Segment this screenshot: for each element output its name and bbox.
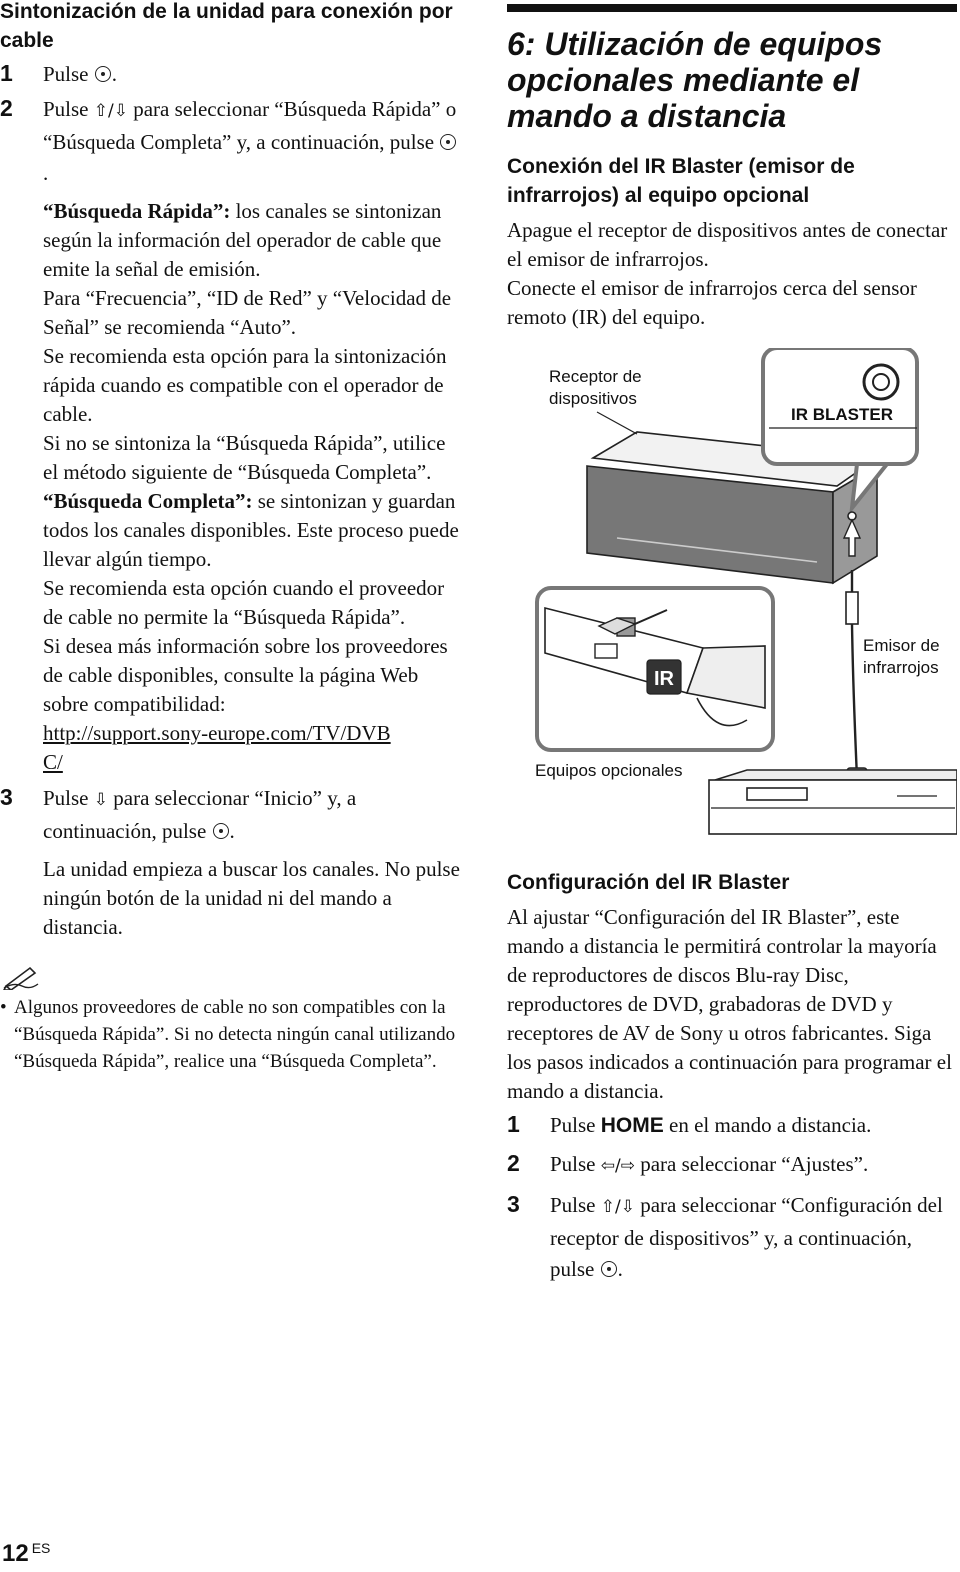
step-number: 3 — [507, 1191, 520, 1217]
label-optional-equipment: Equipos opcionales — [535, 761, 683, 780]
home-key: HOME — [600, 1114, 664, 1137]
full-search-info: Si desea más información sobre los proveedores de cable disponibles, consulte la página Web sobre compatibilidad: — [43, 634, 448, 716]
step-text: Pulse ⇦/⇨ para seleccionar “Ajustes”. — [550, 1149, 957, 1182]
enter-button-icon — [440, 134, 456, 150]
support-link[interactable]: http://support.sony-europe.com/TV/DVBC/ — [43, 721, 391, 774]
paragraph-place-emitter: Conecte el emisor de infrarrojos cerca del sensor remoto (IR) del equipo. — [507, 276, 917, 329]
right-step-2 — [507, 1149, 957, 1182]
step-number: 3 — [0, 784, 13, 810]
label-ir-emitter: Emisor de infrarrojos — [863, 636, 940, 677]
step-number: 2 — [0, 95, 13, 121]
subheading-ir-connection: Conexión del IR Blaster (emisor de infrarrojos) al equipo opcional — [507, 155, 855, 207]
step-text: Pulse ⇩ para seleccionar “Inicio” y, a continuación, pulse . — [43, 786, 357, 843]
full-search-term: “Búsqueda Completa”: — [43, 489, 253, 513]
note-block — [0, 964, 460, 1075]
page-footer — [2, 1540, 50, 1568]
step-text: Pulse ⇧/⇩ para seleccionar “Búsqueda Rápida” o “Búsqueda Completa” y, a continuación, pulse . — [43, 97, 457, 185]
enter-button-icon — [95, 66, 111, 82]
label-device-receiver: Receptor de dispositivos — [549, 367, 642, 408]
right-step-1 — [507, 1110, 957, 1141]
step-number: 1 — [507, 1111, 520, 1137]
chapter-title: 6: Utilización de equipos opcionales mediante el mando a distancia — [507, 26, 883, 134]
ir-sensor-logo: IR — [654, 668, 674, 690]
step-text: Pulse . — [43, 62, 118, 86]
right-column — [507, 0, 957, 1285]
optional-equipment-closeup — [537, 588, 773, 750]
up-down-arrow-icon: ⇧/⇩ — [93, 101, 128, 121]
enter-button-icon — [601, 1261, 617, 1277]
chapter-rule — [507, 4, 957, 12]
step-3 — [0, 783, 460, 942]
note-pencil-icon — [2, 964, 42, 990]
step-text: Pulse HOME en el mando a distancia. — [550, 1113, 872, 1137]
quick-search-description: “Búsqueda Rápida”: los canales se sintonizan según la información del operador de cable que emite la señal de emisión. — [43, 199, 442, 281]
paragraph-power-off: Apague el receptor de dispositivos antes de conectar el emisor de infrarrojos. — [507, 218, 948, 271]
full-search-description: “Búsqueda Completa”: se sintonizan y guardan todos los canales disponibles. Este proceso puede llevar algún tiempo. — [43, 489, 459, 571]
subheading-ir-setup: Configuración del IR Blaster — [507, 871, 790, 894]
step-1 — [0, 59, 460, 90]
label-ir-blaster: IR BLASTER — [791, 405, 893, 424]
step-3-result: La unidad empieza a buscar los canales. No pulse ningún botón de la unidad ni del mando a distancia. — [43, 857, 460, 939]
page-number: 12 — [2, 1540, 29, 1567]
step-text: Pulse ⇧/⇩ para seleccionar “Configuración del receptor de dispositivos” y, a continuación, pulse . — [550, 1193, 943, 1281]
step-number: 2 — [507, 1150, 520, 1176]
quick-search-recommend-auto: Para “Frecuencia”, “ID de Red” y “Velocidad de Señal” se recomienda “Auto”. — [43, 286, 452, 339]
quick-search-recommend: Se recomienda esta opción para la sintonización rápida cuando es compatible con el operador de cable. — [43, 344, 447, 426]
language-code: ES — [31, 1540, 51, 1556]
note-item: • Algunos proveedores de cable no son compatibles con la “Búsqueda Rápida”. Si no detecta ningún canal utilizando “Búsqueda Rápida”, realice una “Búsqueda Completa”. — [0, 997, 456, 1072]
quick-search-term: “Búsqueda Rápida”: — [43, 199, 231, 223]
full-search-recommend: Se recomienda esta opción cuando el proveedor de cable no permite la “Búsqueda Rápida”. — [43, 576, 445, 629]
step-2 — [0, 94, 460, 189]
enter-button-icon — [213, 823, 229, 839]
step-number: 1 — [0, 60, 13, 86]
right-step-3 — [507, 1190, 957, 1285]
section-heading-cable-tuning: Sintonización de la unidad para conexión por cable — [0, 0, 453, 52]
left-right-arrow-icon: ⇦/⇨ — [600, 1156, 635, 1176]
optional-equipment-unit — [709, 770, 957, 834]
up-down-arrow-icon: ⇧/⇩ — [600, 1197, 635, 1217]
left-column — [0, 0, 460, 1075]
ir-blaster-diagram — [507, 348, 957, 858]
paragraph-ir-setup: Al ajustar “Configuración del IR Blaster”, este mando a distancia le permitirá controlar la mayoría de reproductores de discos Blu-ray Disc, reproductores de DVD, grabadoras de DVD y receptores de AV de Sony u otros fabricantes. Siga los pasos indicados a continuación para programar el mando a distancia. — [507, 905, 952, 1103]
down-arrow-icon: ⇩ — [93, 790, 109, 810]
quick-search-fallback: Si no se sintoniza la “Búsqueda Rápida”, utilice el método siguiente de “Búsqueda Completa”. — [43, 431, 446, 484]
quick-search-block — [0, 197, 460, 777]
